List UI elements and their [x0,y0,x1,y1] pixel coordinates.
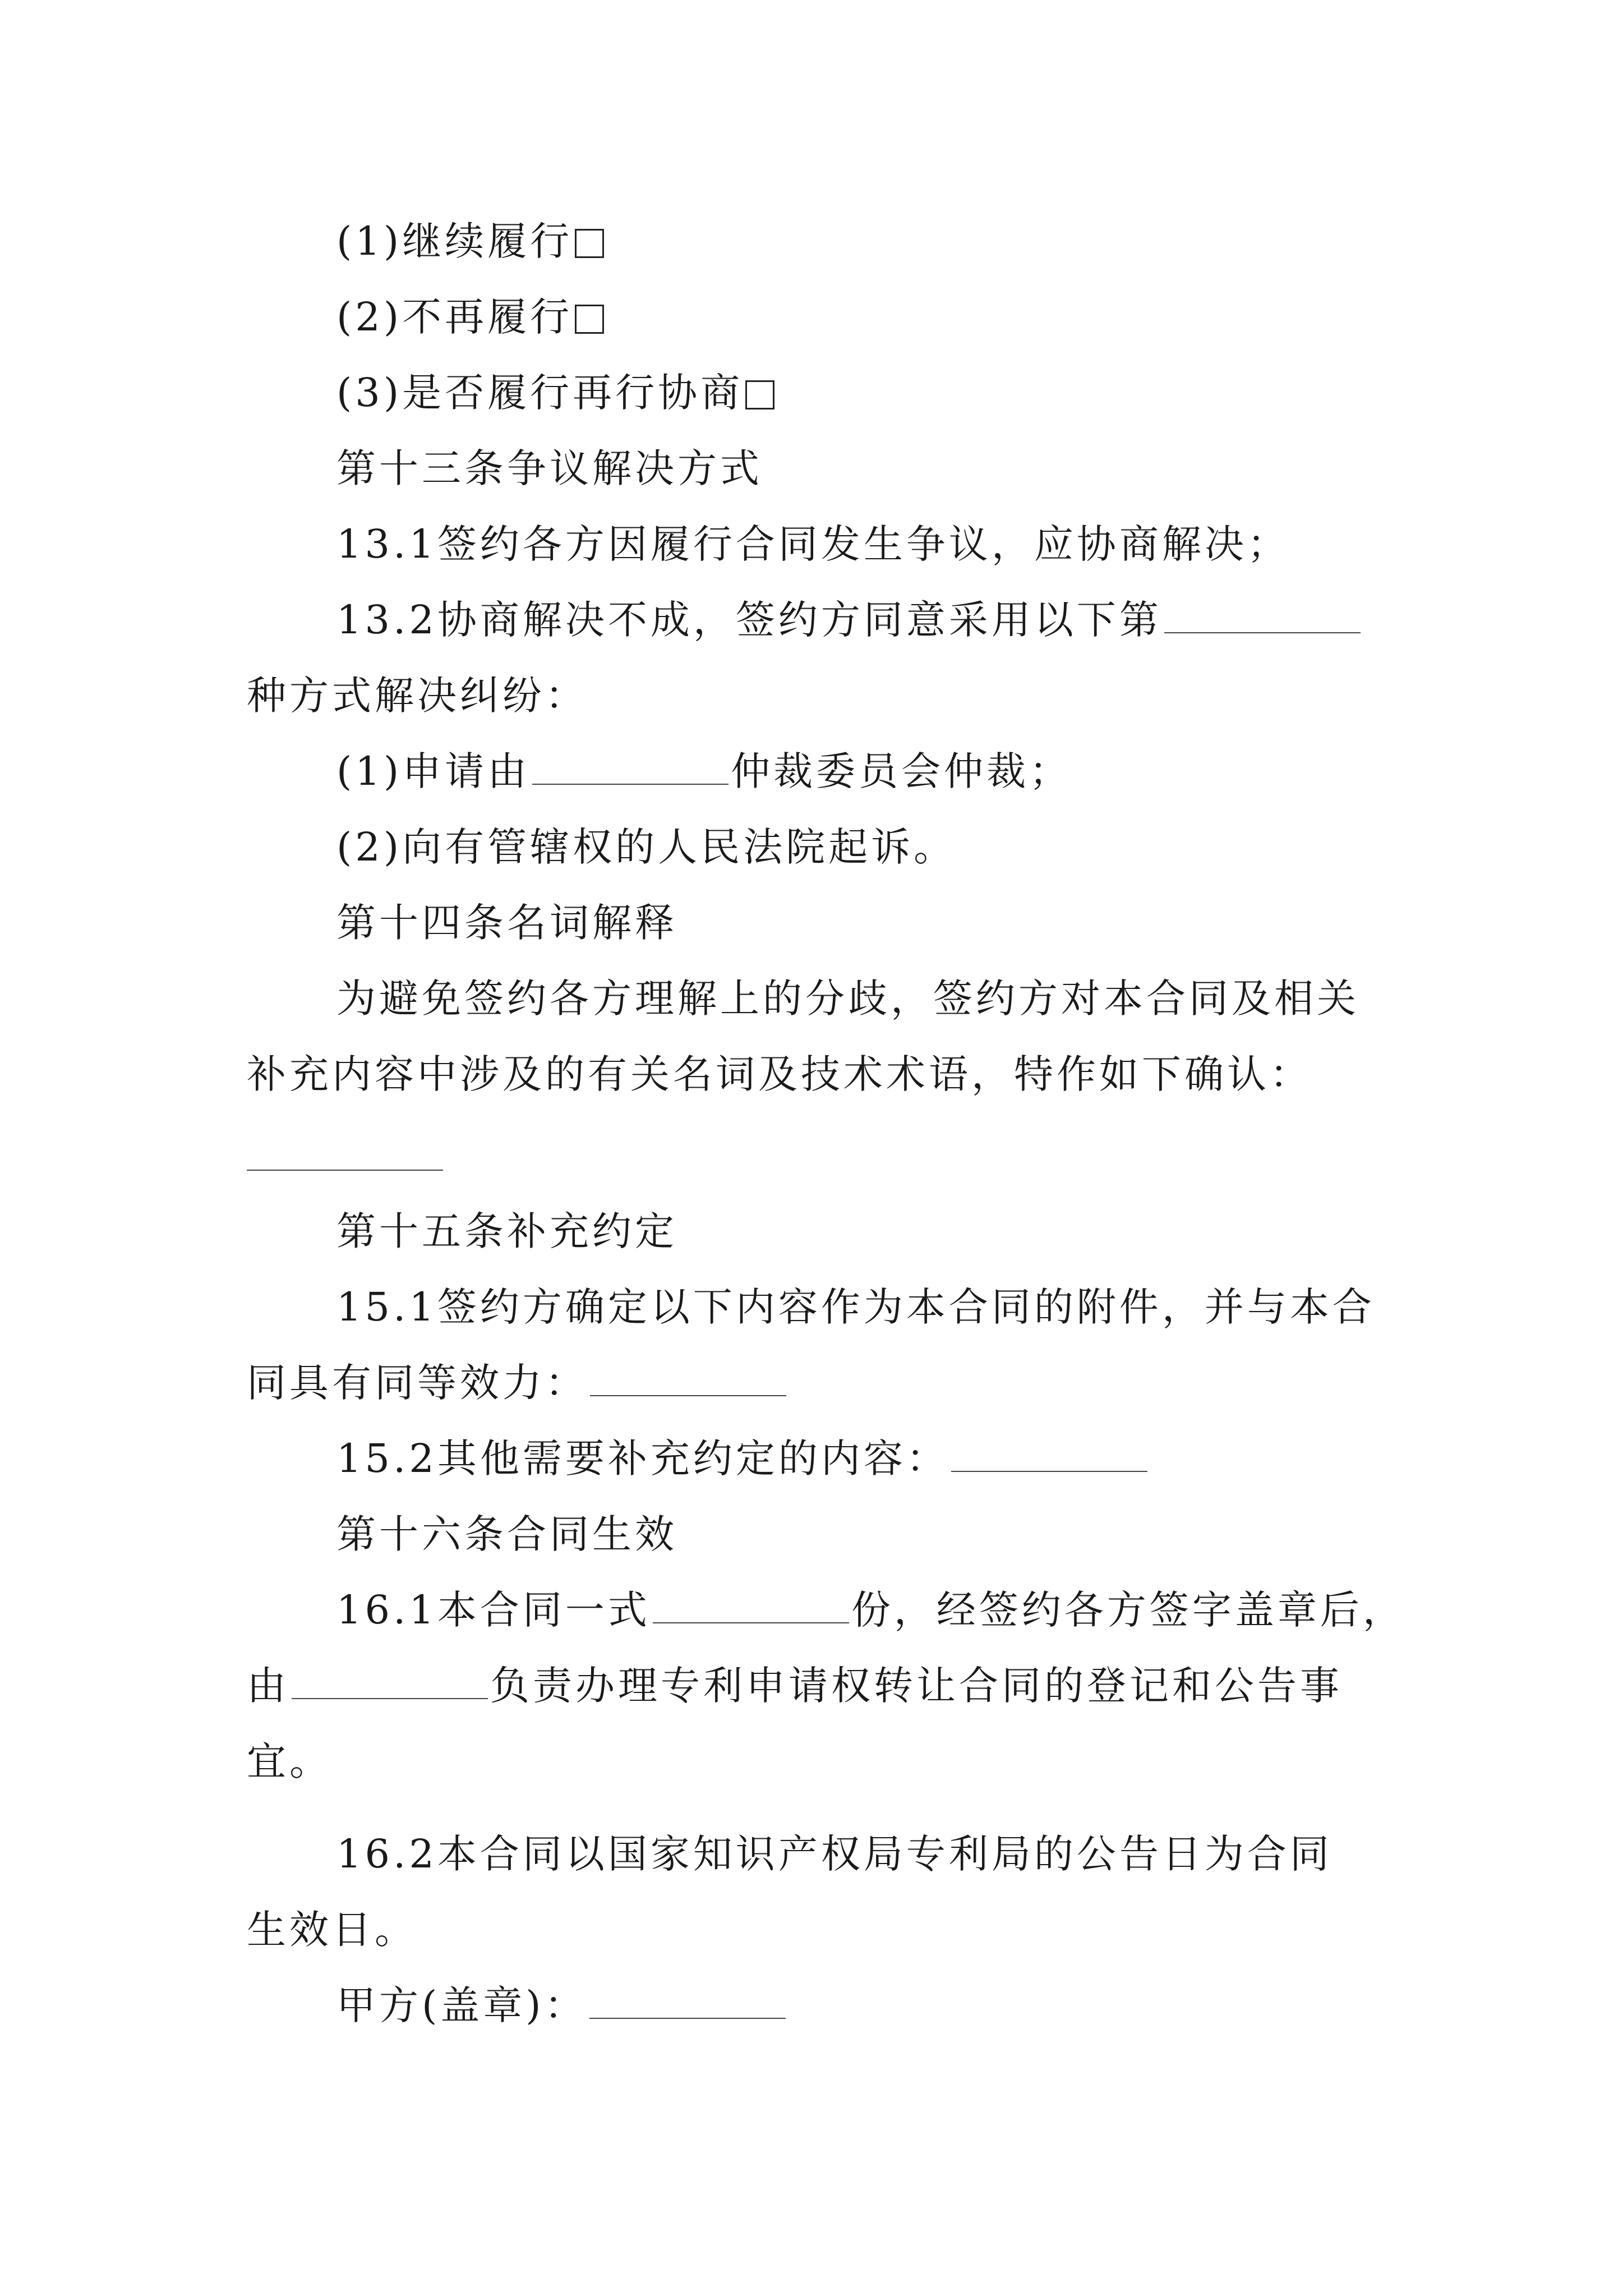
arbitration-option-text-a: (1)申请由 [336,748,531,794]
registrar-party-blank[interactable] [292,1664,488,1699]
clause-15-2 [336,1433,1150,1484]
clause-13-2-cont-text: 种方式解决纠纷： [247,673,588,719]
option-continue [336,216,604,266]
option-negotiate-text: (3)是否履行再行协商 [336,370,744,416]
article-14-para-cont [247,1049,1312,1099]
clause-13-2 [336,595,1363,645]
article-14-para-cont-text: 补充内容中涉及的有关名词及技术术语，特作如下确认： [247,1051,1312,1097]
clause-16-1-text-b: 份，经签约各方签字盖章后， [851,1587,1405,1633]
supplementary-content-blank[interactable] [951,1437,1147,1472]
party-a-seal [336,1980,788,2031]
terms-definition-blank[interactable] [247,1170,443,1171]
clause-16-2-text: 16.2本合同以国家知识产权局专利局的公告日为合同 [336,1831,1332,1877]
arbitration-option [336,746,1072,797]
continue-checkbox[interactable] [575,229,604,258]
clause-16-1-end [247,1736,332,1787]
stop-checkbox[interactable] [575,305,604,334]
option-negotiate [336,367,774,418]
option-stop-text: (2)不再履行 [336,294,573,340]
clause-15-2-text: 15.2其他需要补充约定的内容： [336,1435,949,1481]
clause-13-2-text: 13.2协商解决不成，签约方同意采用以下第 [336,597,1162,643]
article-14-para-text: 为避免签约各方理解上的分歧，签约方对本合同及相关 [336,976,1359,1022]
clause-16-1-cont-text-b: 负责办理专利申请权转让合同的登记和公告事 [490,1663,1343,1709]
clause-16-2-cont [247,1904,417,1955]
clause-16-1-text-a: 16.1本合同一式 [336,1587,651,1633]
clause-13-1 [336,519,1290,569]
method-number-blank[interactable] [1164,599,1361,633]
article-16-heading [336,1509,677,1559]
attachment-blank[interactable] [590,1361,786,1396]
clause-15-1 [336,1282,1375,1332]
article-16-heading-text: 第十六条合同生效 [336,1511,677,1557]
clause-13-1-text: 13.1签约各方因履行合同发生争议，应协商解决； [336,521,1290,567]
negotiate-checkbox[interactable] [745,380,774,409]
option-stop [336,292,604,342]
option-continue-text: (1)继续履行 [336,218,573,264]
clause-15-1-cont [247,1358,789,1408]
article-14-heading [336,898,677,948]
arbitration-option-text-b: 仲裁委员会仲裁； [731,748,1072,794]
party-a-seal-label: 甲方(盖章)： [336,1982,587,2028]
clause-13-2-cont [247,670,588,721]
litigation-option [336,822,956,872]
party-a-seal-blank[interactable] [589,1984,786,2019]
clause-15-1-text: 15.1签约方确定以下内容作为本合同的附件，并与本合 [336,1284,1375,1330]
article-15-heading-text: 第十五条补充约定 [336,1208,677,1254]
clause-16-2-cont-text: 生效日。 [247,1907,417,1953]
clause-16-2 [336,1829,1332,1879]
clause-16-1-cont [247,1660,1343,1711]
litigation-option-text: (2)向有管辖权的人民法院起诉。 [336,824,957,870]
clause-15-1-cont-text: 同具有同等效力： [247,1360,588,1406]
article-15-heading [336,1206,677,1257]
clause-16-1 [336,1585,1405,1635]
article-13-heading [336,443,763,494]
article-14-para [336,973,1359,1024]
clause-16-1-cont-text-a: 由 [247,1663,289,1709]
clause-16-1-end-text: 宜。 [247,1738,332,1784]
article-13-heading-text: 第十三条争议解决方式 [336,445,763,491]
copies-count-blank[interactable] [653,1589,849,1623]
arbitration-commission-blank[interactable] [532,750,728,785]
article-14-heading-text: 第十四条名词解释 [336,900,677,946]
